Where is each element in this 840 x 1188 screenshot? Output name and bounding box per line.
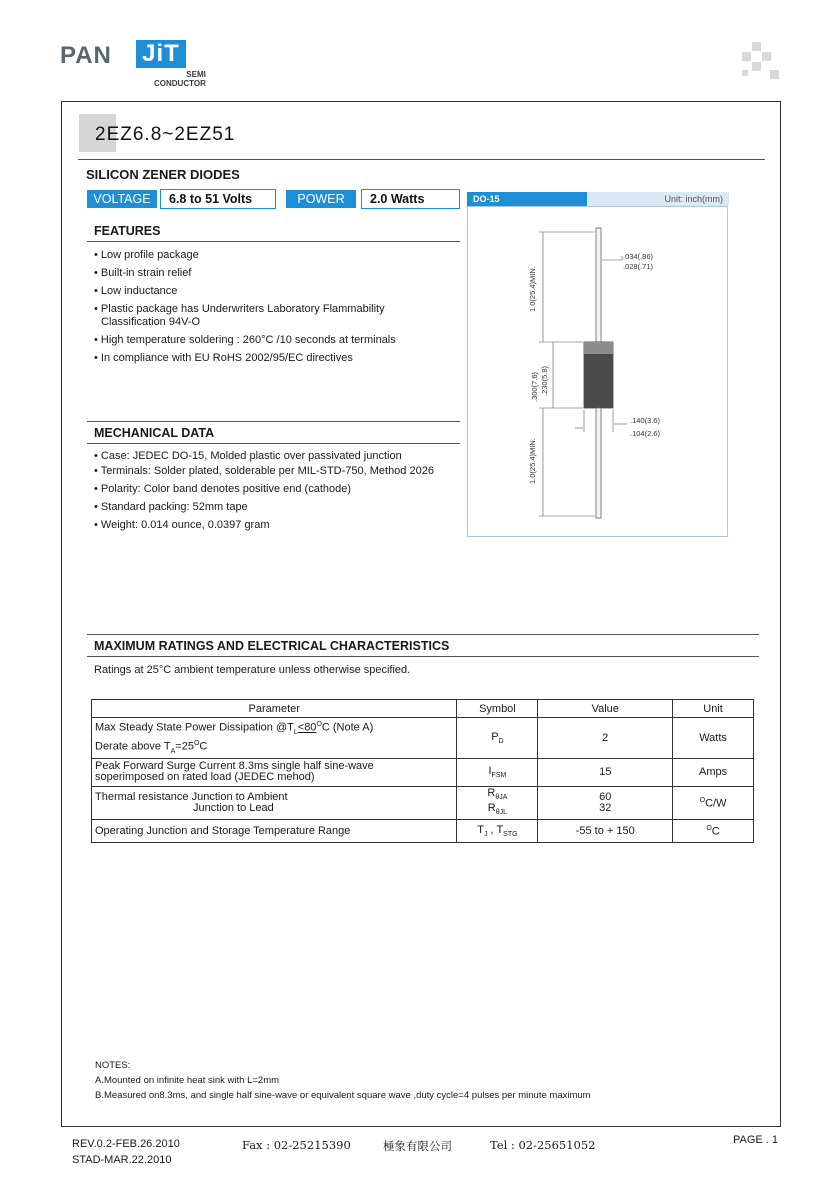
feature-item: • Low profile package bbox=[94, 249, 199, 261]
dim-lead-dia-min: .028(.71) bbox=[623, 262, 654, 271]
mechanical-list bbox=[94, 450, 464, 532]
package-unit: Unit: inch(mm) bbox=[664, 194, 723, 204]
row-symbol: $T_J$ , $T_{STG}$ bbox=[457, 820, 538, 843]
package-name: DO-15 bbox=[467, 192, 587, 206]
header-value: Value bbox=[538, 700, 673, 718]
table-row bbox=[92, 758, 754, 786]
notes-section bbox=[95, 1058, 591, 1103]
row-symbol: $P_D$ bbox=[457, 718, 538, 759]
logo-pan-text: PAN bbox=[60, 42, 112, 69]
mechanical-top-divider bbox=[87, 421, 460, 422]
mechanical-item: • Weight: 0.014 ounce, 0.0397 gram bbox=[94, 519, 270, 531]
note-a: A.Mounted on infinite heat sink with L=2mm bbox=[95, 1075, 280, 1086]
mechanical-title: MECHANICAL DATA bbox=[94, 426, 215, 440]
feature-item: • Low inductance bbox=[94, 285, 178, 297]
mechanical-item: • Standard packing: 52mm tape bbox=[94, 501, 248, 513]
table-header-row bbox=[92, 700, 754, 718]
logo-semi-line1: SEMI bbox=[186, 70, 206, 79]
dim-lead-dia-max: .034(.86) bbox=[623, 252, 654, 261]
ratings-divider bbox=[87, 656, 759, 657]
mechanical-item: • Polarity: Color band denotes positive end (cathode) bbox=[94, 483, 352, 495]
feature-item: • High temperature soldering : 260°C /10 seconds at terminals bbox=[94, 334, 396, 346]
feature-item: • Plastic package has Underwriters Laboratory Flammability bbox=[94, 303, 385, 315]
row-value: 15 bbox=[538, 758, 673, 786]
product-subtitle: SILICON ZENER DIODES bbox=[86, 167, 240, 182]
decorative-pattern bbox=[742, 42, 782, 82]
ratings-table bbox=[91, 699, 754, 843]
row-unit: Watts bbox=[673, 718, 754, 759]
row-parameter: Thermal resistance Junction to Ambient Junction to Lead bbox=[92, 786, 457, 819]
row-symbol: $R_{\theta JA}$ $R_{\theta JL}$ bbox=[457, 786, 538, 819]
dim-body-len-max: .300(7.6) bbox=[530, 371, 539, 402]
logo-semiconductor-text bbox=[154, 70, 206, 88]
logo-semi-line2: CONDUCTOR bbox=[154, 79, 206, 88]
package-header bbox=[467, 192, 729, 206]
features-list bbox=[94, 249, 464, 365]
feature-item: • Built-in strain relief bbox=[94, 267, 192, 279]
row-symbol: $I_{FSM}$ bbox=[457, 758, 538, 786]
mechanical-item: • Case: JEDEC DO-15, Molded plastic over passivated junction bbox=[94, 450, 402, 462]
do15-outline-drawing bbox=[467, 206, 728, 537]
row-parameter: Operating Junction and Storage Temperature Range bbox=[92, 820, 457, 843]
row-value: 2 bbox=[538, 718, 673, 759]
ratings-note: Ratings at 25°C ambient temperature unless otherwise specified. bbox=[94, 664, 411, 676]
voltage-value-badge: 6.8 to 51 Volts bbox=[160, 189, 276, 209]
features-title: FEATURES bbox=[94, 224, 161, 238]
notes-title: NOTES: bbox=[95, 1060, 131, 1071]
header-parameter: Parameter bbox=[92, 700, 457, 718]
row-value: -55 to + 150 bbox=[538, 820, 673, 843]
dim-body-dia-min: .104(2.6) bbox=[630, 429, 661, 438]
dim-lead-len-top: 1.0(25.4)MIN. bbox=[528, 266, 537, 312]
footer-stad: STAD-MAR.22.2010 bbox=[72, 1154, 172, 1166]
feature-item-cont: Classification 94V-O bbox=[101, 316, 201, 328]
footer-company: 極象有限公司 bbox=[383, 1139, 452, 1153]
mechanical-divider bbox=[87, 443, 460, 444]
dim-body-len-min: .230(5.8) bbox=[540, 365, 549, 396]
row-parameter: Peak Forward Surge Current 8.3ms single half sine-wave soperimposed on rated load (JEDEC mehod) bbox=[92, 758, 457, 786]
row-unit: Amps bbox=[673, 758, 754, 786]
feature-item: • In compliance with EU RoHS 2002/95/EC directives bbox=[94, 352, 353, 364]
row-parameter: Max Steady State Power Dissipation $@T_L<80^OC$ (Note A) Derate above $T_A=25^OC$ bbox=[92, 718, 457, 759]
mechanical-item: • Terminals: Solder plated, solderable per MIL-STD-750, Method 2026 bbox=[94, 465, 434, 477]
row-value: 60 32 bbox=[538, 786, 673, 819]
features-divider bbox=[87, 241, 460, 242]
page-title: 2EZ6.8~2EZ51 bbox=[95, 124, 236, 145]
table-row bbox=[92, 718, 754, 759]
note-b: B.Measured on8.3ms, and single half sine-wave or equivalent square wave ,duty cycle=4 pulses per minute maximum bbox=[95, 1090, 591, 1101]
ratings-title: MAXIMUM RATINGS AND ELECTRICAL CHARACTERISTICS bbox=[94, 639, 450, 653]
ratings-top-divider bbox=[87, 634, 759, 635]
footer-tel: Tel : 02-25651052 bbox=[490, 1138, 596, 1152]
header-symbol: Symbol bbox=[457, 700, 538, 718]
row-unit: $^O$C bbox=[673, 820, 754, 843]
dim-body-dia-max: .140(3.6) bbox=[630, 416, 661, 425]
table-row bbox=[92, 786, 754, 819]
title-divider bbox=[78, 159, 765, 160]
row-unit: $^O$C/W bbox=[673, 786, 754, 819]
table-row bbox=[92, 820, 754, 843]
logo-jit-text: JiT bbox=[136, 40, 186, 68]
footer-fax: Fax : 02-25215390 bbox=[242, 1138, 351, 1152]
dim-lead-len-bottom: 1.0(25.4)MIN. bbox=[528, 438, 537, 484]
header-unit: Unit bbox=[673, 700, 754, 718]
footer-page: PAGE . 1 bbox=[733, 1134, 779, 1146]
footer-revision: REV.0.2-FEB.26.2010 bbox=[72, 1138, 180, 1150]
voltage-label-badge: VOLTAGE bbox=[87, 190, 157, 208]
power-value-badge: 2.0 Watts bbox=[361, 189, 460, 209]
power-label-badge: POWER bbox=[286, 190, 356, 208]
